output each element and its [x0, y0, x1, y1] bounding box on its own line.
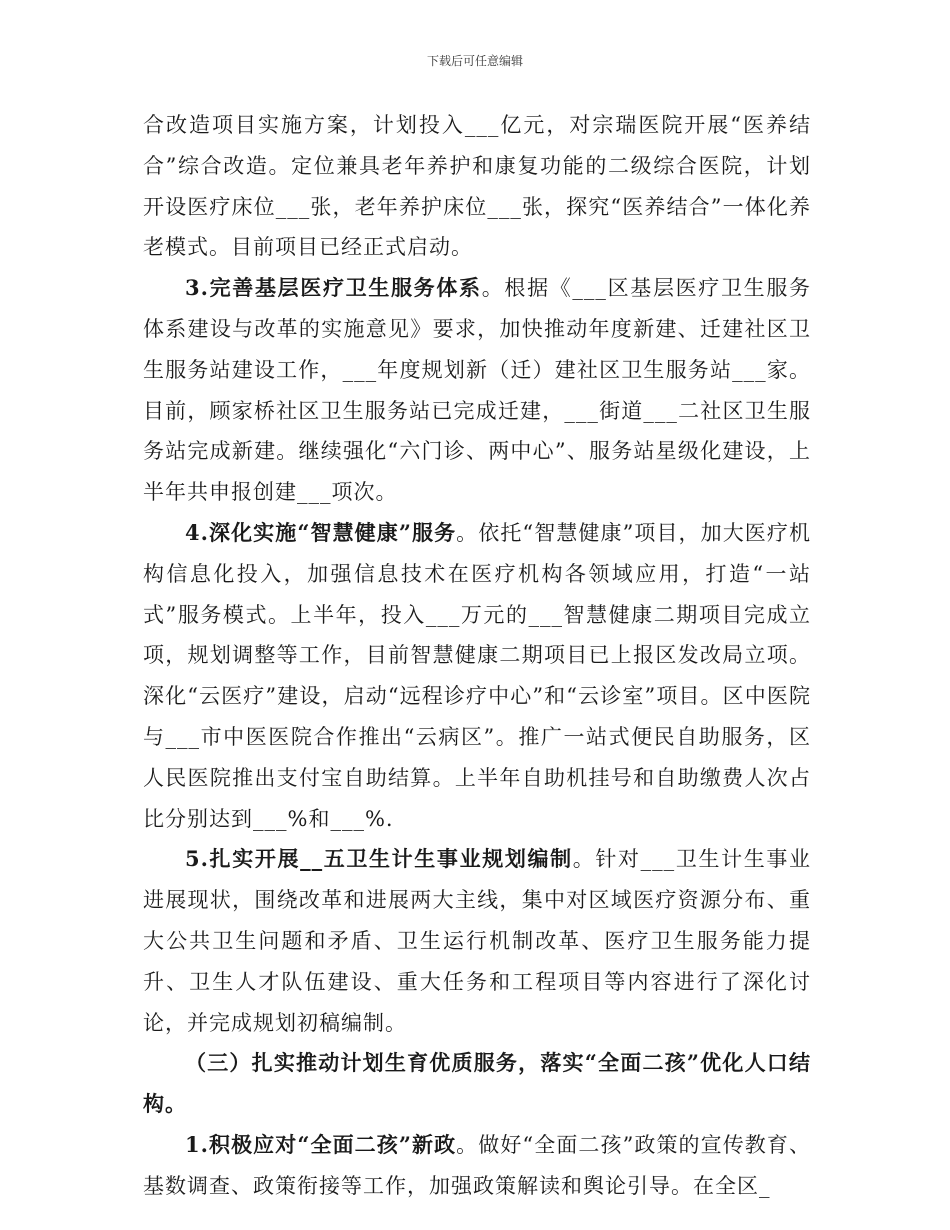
paragraph-heading: 4.深化实施“智慧健康”服务 [185, 519, 457, 545]
paragraph-body: 。根据《___区基层医疗卫生服务体系建设与改革的实施意见》要求，加快推动年度新建、迁建社区卫生服务站建设工作，___年度规划新（迁）建社区卫生服务站___家。目前，顾家桥社区卫生服务站已完成迁建，___街道___二社区卫生服务站完成新建。继续强化“六门诊、两中心”、服务站星级化建设，上半年共申报创建___项次。 [143, 276, 812, 505]
paragraph-body: 。做好“全面二孩”政策的宣传教育、基数调查、政策衔接等工作，加强政策解读和舆论引导。在全区_ [143, 1132, 811, 1198]
paragraph-primary-care [143, 268, 811, 513]
section-title [143, 1043, 811, 1125]
paragraph-two-child-policy [143, 1125, 811, 1207]
paragraph-heading: 1.积极应对“全面二孩”新政 [185, 1131, 457, 1157]
section-title-text: （三）扎实推动计划生育优质服务，落实“全面二孩”优化人口结构。 [143, 1050, 811, 1117]
paragraph-heading: 5.扎实开展__五卫生计生事业规划编制 [185, 846, 573, 872]
paragraph-planning [143, 839, 811, 1043]
paragraph-body: 。针对___卫生计生事业进展现状，围绕改革和进展两大主线，集中对区域医疗资源分布、重大公共卫生问题和矛盾、卫生运行机制改革、医疗卫生服务能力提升、卫生人才队伍建设、重大任务和工程项目等内容进行了深化讨论，并完成规划初稿编制。 [143, 847, 812, 1035]
paragraph-heading: 3.完善基层医疗卫生服务体系 [185, 275, 482, 301]
document-body [143, 105, 811, 1207]
paragraph-body: 。依托“智慧健康”项目，加大医疗机构信息化投入，加强信息技术在医疗机构各领域应用，打造“一站式”服务模式。上半年，投入___万元的___智慧健康二期项目完成立项，规划调整等工作，目前智慧健康二期项目已上报区发改局立项。深化“云医疗”建设，启动“远程诊疗中心”和“云诊室”项目。区中医院与___市中医医院合作推出“云病区”。推广一站式便民自助服务，区人民医院推出支付宝自助结算。上半年自助机挂号和自助缴费人次占比分别达到___%和___%. [143, 520, 811, 831]
paragraph-continuation [143, 105, 811, 268]
page-header: 下载后可任意编辑 [426, 54, 523, 68]
paragraph-body: 合改造项目实施方案，计划投入___亿元，对宗瑞医院开展“医养结合”综合改造。定位兼具老年养护和康复功能的二级综合医院，计划开设医疗床位___张，老年养护床位___张，探究“医养结合”一体化养老模式。目前项目已经正式启动。 [143, 113, 811, 260]
paragraph-smart-health [143, 513, 811, 839]
